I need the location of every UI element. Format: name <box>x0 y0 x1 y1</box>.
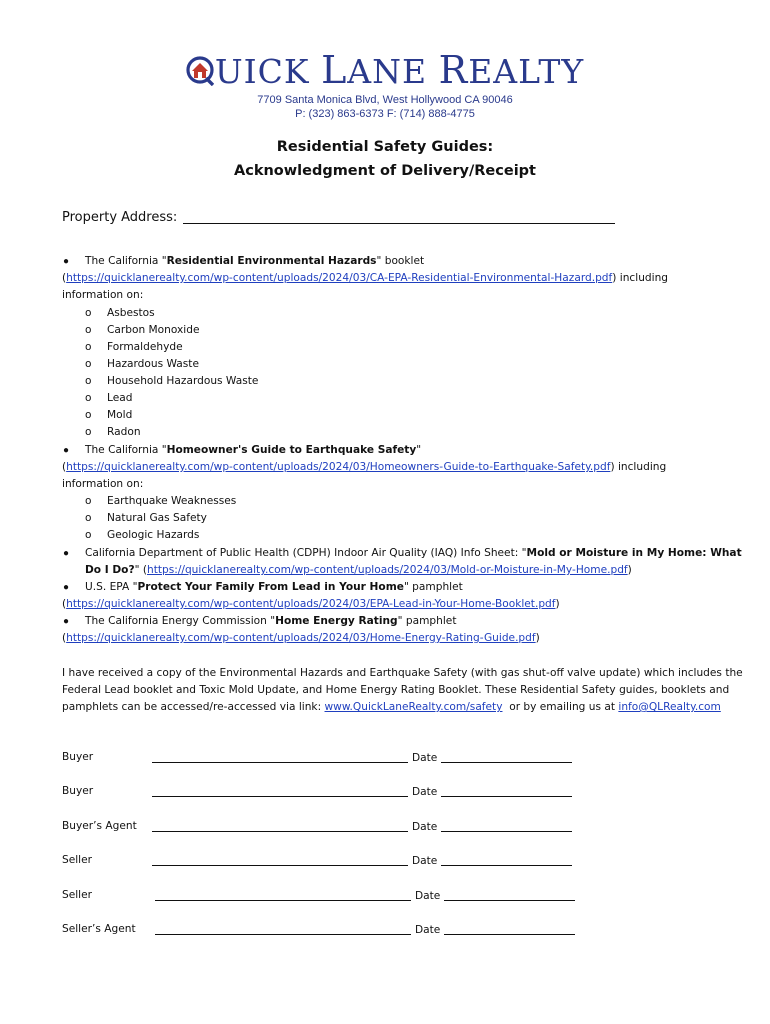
sub-bullet-icon: o <box>85 375 92 387</box>
sub-list-item: Carbon Monoxide <box>107 324 200 336</box>
signature-line[interactable] <box>152 751 408 763</box>
sub-bullet-icon: o <box>85 426 92 438</box>
sub-list-item: Mold <box>107 409 133 421</box>
signature-row <box>152 854 572 867</box>
date-label: Date <box>415 924 441 936</box>
item-mold-moisture-link-line: Do I Do?" (https://quicklanerealty.com/wp-content/uploads/2024/03/Mold-or-Moisture-in-My-Home.pdf) <box>85 564 632 576</box>
signature-line[interactable] <box>155 889 411 901</box>
item-residential-hazards: The California "Residential Environmental Hazards" booklet <box>85 255 425 267</box>
signature-role-label: Seller <box>62 888 93 901</box>
date-line[interactable] <box>441 751 572 763</box>
sub-list-item: Earthquake Weaknesses <box>107 495 237 507</box>
house-icon <box>186 54 214 84</box>
signature-line[interactable] <box>152 785 408 797</box>
item-earthquake-safety: The California "Homeowner's Guide to Earthquake Safety" <box>85 444 422 456</box>
company-address: 7709 Santa Monica Blvd, West Hollywood CA 90046 <box>257 94 513 106</box>
earthquake-safety-link[interactable]: https://quicklanerealty.com/wp-content/uploads/2024/03/Homeowners-Guide-to-Earthquake-Safety.pdf <box>66 461 611 473</box>
property-address-input-line[interactable] <box>183 209 615 224</box>
item-epa-lead: U.S. EPA "Protect Your Family From Lead in Your Home" pamphlet <box>85 581 463 593</box>
sub-list-item: Formaldehyde <box>107 341 183 353</box>
residential-hazards-link[interactable]: https://quicklanerealty.com/wp-content/uploads/2024/03/CA-EPA-Residential-Environmental-Hazard.pdf <box>66 272 613 284</box>
document-title: Residential Safety Guides: <box>276 139 494 155</box>
signature-row <box>152 820 572 833</box>
sub-bullet-icon: o <box>85 307 92 319</box>
signature-role-label: Buyer <box>62 785 94 798</box>
date-label: Date <box>412 752 438 764</box>
item-info-label: information on: <box>62 289 144 301</box>
date-label: Date <box>412 786 438 799</box>
signature-row <box>152 785 572 798</box>
item-info-label: information on: <box>62 478 144 490</box>
date-line[interactable] <box>444 923 575 935</box>
bullet-icon: ● <box>63 256 70 267</box>
item-mold-moisture: California Department of Public Health (CDPH) Indoor Air Quality (IAQ) Info Sheet: "Mold or Moisture in My Home: What <box>85 547 742 559</box>
bullet-icon: ● <box>63 616 70 627</box>
item-epa-lead-link-line: (https://quicklanerealty.com/wp-content/uploads/2024/03/EPA-Lead-in-Your-Home-Booklet.pdf) <box>62 598 560 610</box>
sub-bullet-icon: o <box>85 409 92 421</box>
sub-bullet-icon: o <box>85 324 92 336</box>
bullet-icon: ● <box>63 445 70 456</box>
email-link[interactable]: info@QLRealty.com <box>618 701 721 713</box>
sub-list-item: Radon <box>107 426 141 438</box>
sub-list-item: Geologic Hazards <box>107 529 200 541</box>
sub-list-item: Natural Gas Safety <box>107 512 207 524</box>
signature-row <box>155 923 575 936</box>
sub-list-item: Hazardous Waste <box>107 358 199 370</box>
company-logo <box>0 48 770 92</box>
statement-line: pamphlets can be accessed/re-accessed via link: www.QuickLaneRealty.com/safety or by emailing us at info@QLRealty.com <box>62 701 721 713</box>
item-energy-rating: The California Energy Commission "Home Energy Rating" pamphlet <box>85 615 457 627</box>
signature-line[interactable] <box>155 923 411 935</box>
sub-bullet-icon: o <box>85 392 92 404</box>
sub-list-item: Household Hazardous Waste <box>107 375 259 387</box>
signature-row <box>152 751 572 764</box>
date-label: Date <box>415 889 441 902</box>
signature-role-label: Buyer’s Agent <box>62 819 137 832</box>
sub-bullet-icon: o <box>85 512 92 524</box>
signature-role-label: Seller <box>62 854 93 867</box>
date-line[interactable] <box>441 785 572 797</box>
signature-role-label: Seller’s Agent <box>62 923 136 935</box>
item-energy-rating-link-line: (https://quicklanerealty.com/wp-content/uploads/2024/03/Home-Energy-Rating-Guide.pdf) <box>62 632 540 644</box>
epa-lead-link[interactable]: https://quicklanerealty.com/wp-content/uploads/2024/03/EPA-Lead-in-Your-Home-Booklet.pdf <box>66 598 556 610</box>
logo-wordmark: UICK LANE REALTY <box>186 52 584 91</box>
bullet-icon: ● <box>63 548 70 559</box>
energy-rating-link[interactable]: https://quicklanerealty.com/wp-content/uploads/2024/03/Home-Energy-Rating-Guide.pdf <box>66 632 536 644</box>
statement-line: I have received a copy of the Environmental Hazards and Earthquake Safety (with gas shut-off valve update) which includes the <box>62 667 743 679</box>
property-address-field <box>62 209 615 225</box>
sub-bullet-icon: o <box>85 529 92 541</box>
signature-role-label: Buyer <box>62 751 94 763</box>
bullet-icon: ● <box>63 582 70 593</box>
date-label: Date <box>412 855 438 868</box>
item-residential-hazards-link-line: (https://quicklanerealty.com/wp-content/uploads/2024/03/CA-EPA-Residential-Environmental-Hazard.pdf) including <box>62 272 669 284</box>
signature-row <box>155 889 575 902</box>
document-subtitle: Acknowledgment of Delivery/Receipt <box>234 163 536 179</box>
property-address-label: Property Address: <box>62 210 178 225</box>
statement-line: Federal Lead booklet and Toxic Mold Update, and Home Energy Rating Booklet. These Residential Safety guides, booklets and <box>62 684 730 696</box>
sub-list-item: Asbestos <box>107 307 155 319</box>
signature-line[interactable] <box>152 820 408 832</box>
sub-bullet-icon: o <box>85 495 92 507</box>
date-line[interactable] <box>441 820 572 832</box>
mold-moisture-link[interactable]: https://quicklanerealty.com/wp-content/uploads/2024/03/Mold-or-Moisture-in-My-Home.pdf <box>146 564 628 576</box>
item-earthquake-link-line: (https://quicklanerealty.com/wp-content/uploads/2024/03/Homeowners-Guide-to-Earthquake-Safety.pdf) including <box>62 461 667 473</box>
date-line[interactable] <box>441 854 572 866</box>
date-line[interactable] <box>444 889 575 901</box>
sub-bullet-icon: o <box>85 358 92 370</box>
date-label: Date <box>412 820 438 833</box>
signature-line[interactable] <box>152 854 408 866</box>
company-phone: P: (323) 863-6373 F: (714) 888-4775 <box>295 108 475 120</box>
safety-website-link[interactable]: www.QuickLaneRealty.com/safety <box>324 701 503 713</box>
sub-bullet-icon: o <box>85 341 92 353</box>
sub-list-item: Lead <box>107 392 133 404</box>
